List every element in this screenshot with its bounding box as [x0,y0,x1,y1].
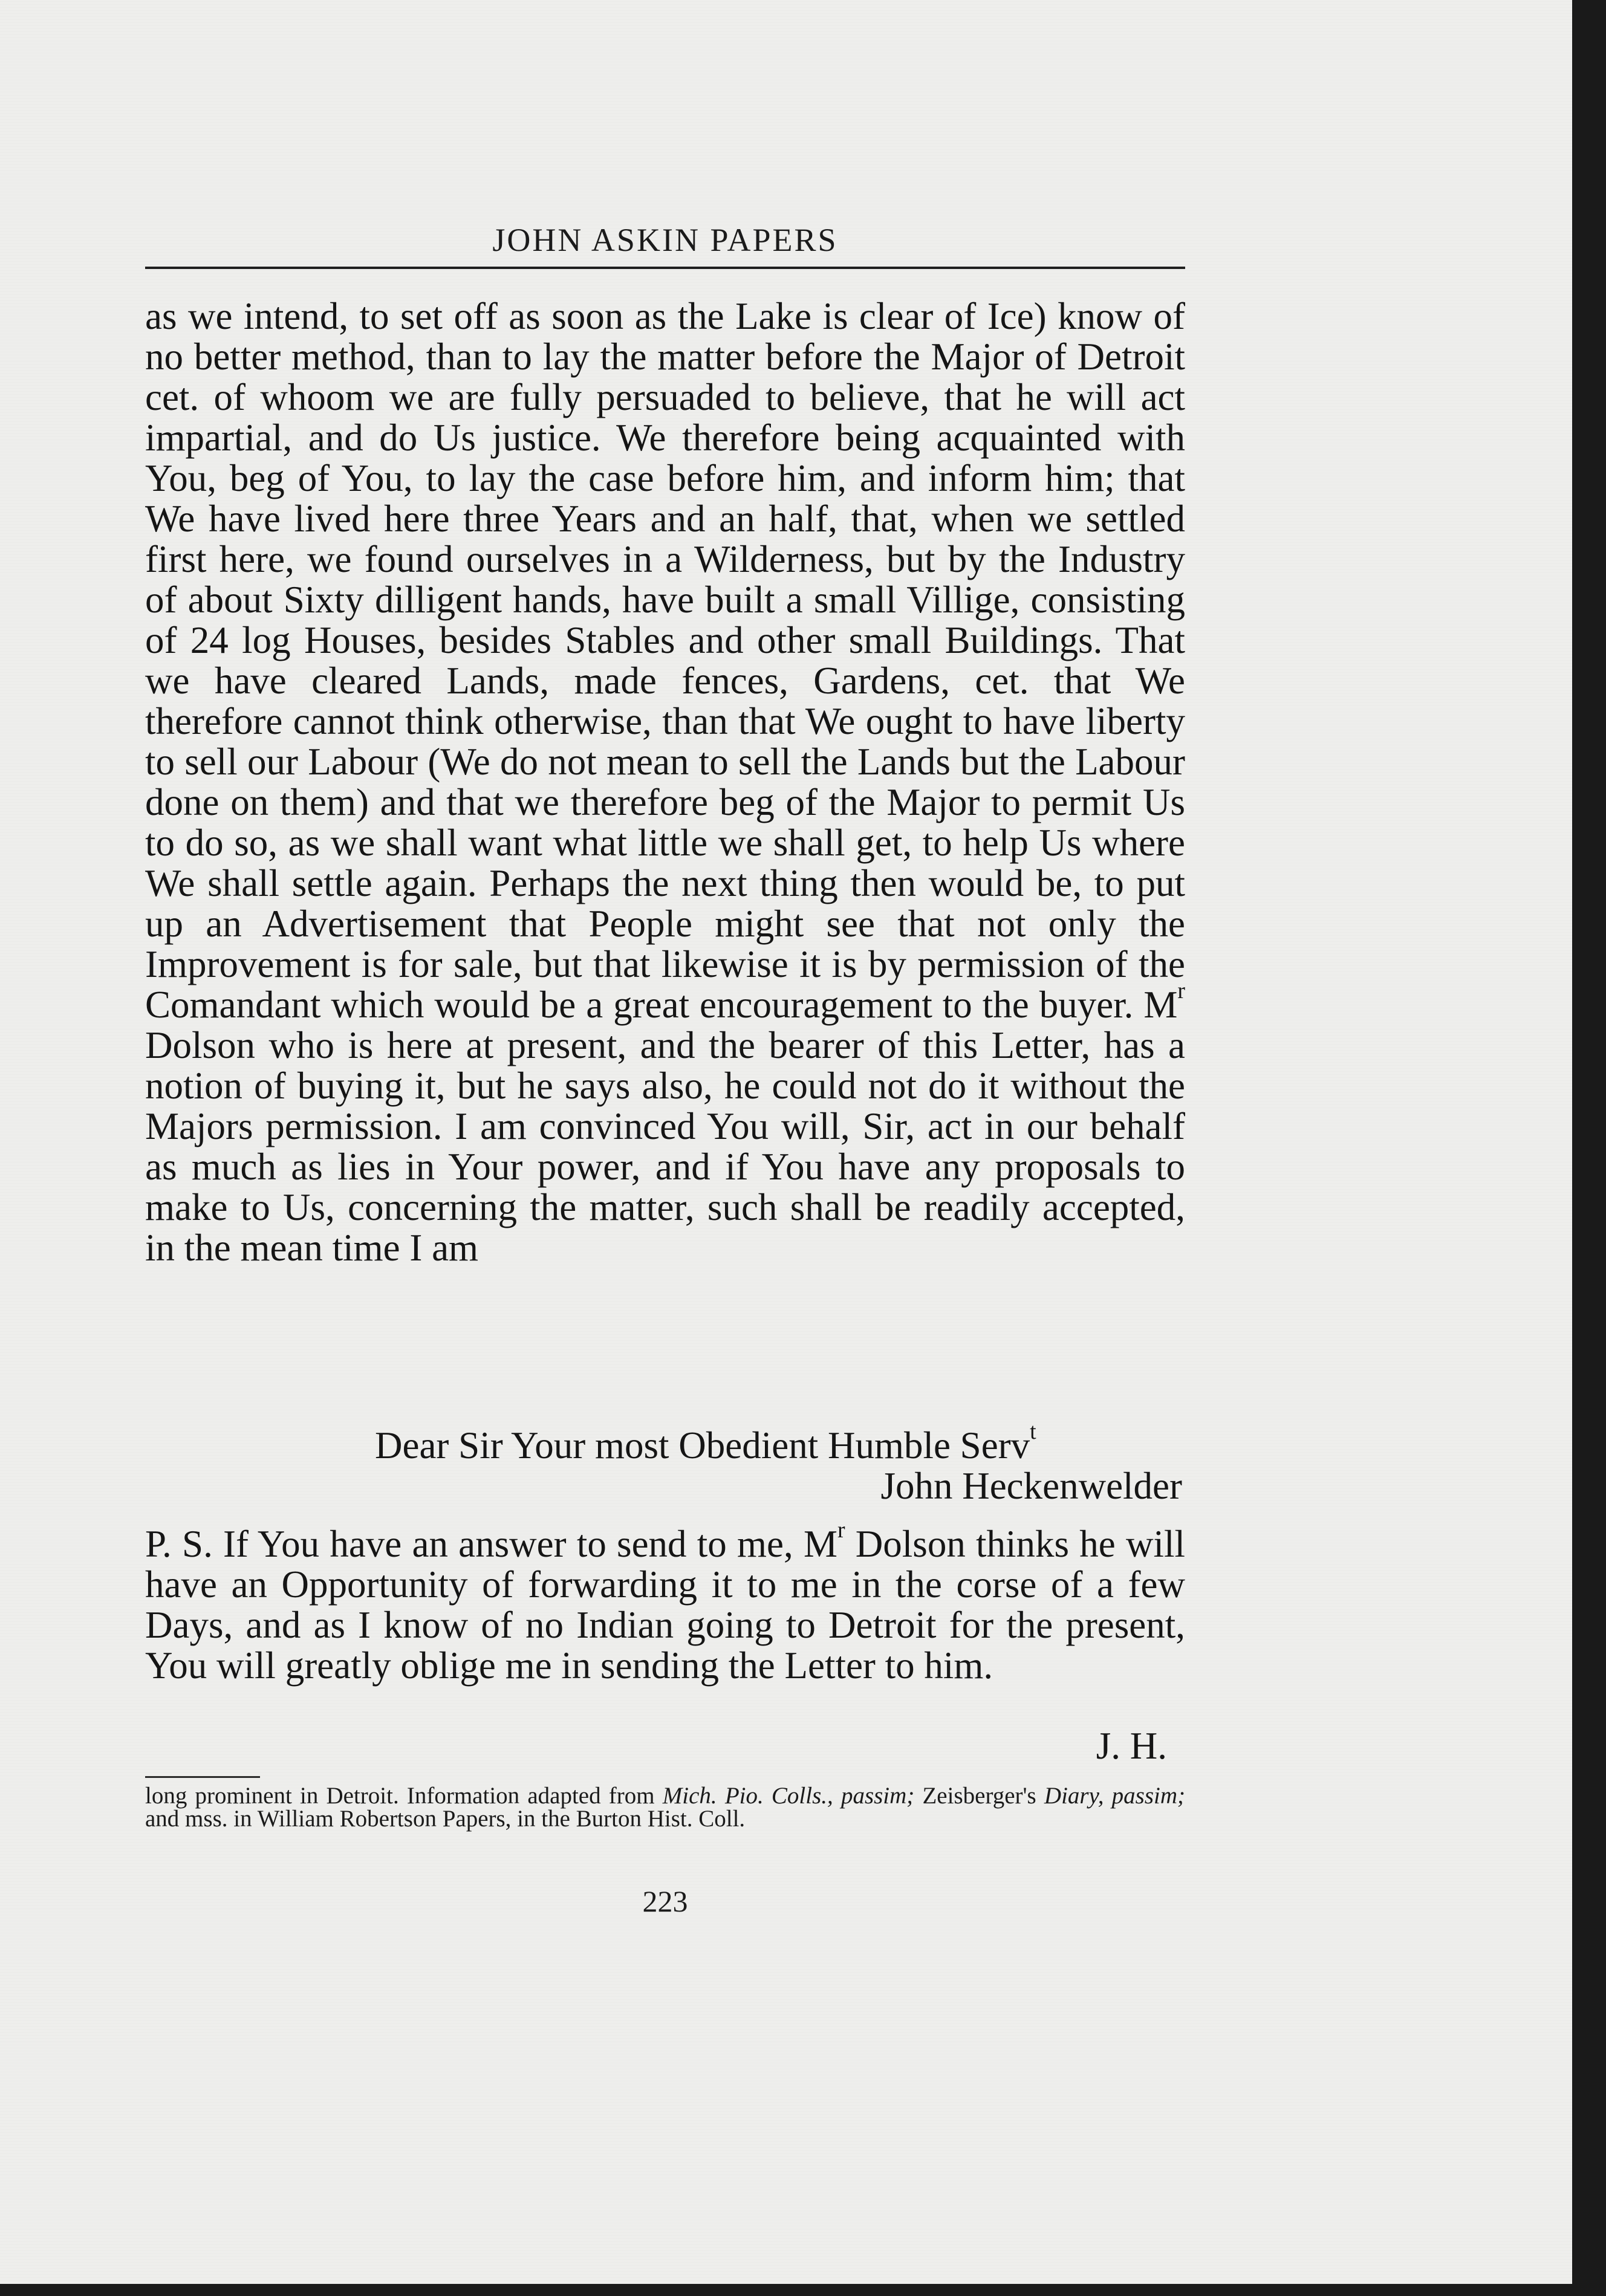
header-rule [145,267,1185,269]
footnote-part1: long prominent in Detroit. Information adapted from [145,1783,663,1809]
postscript-lead: P. S. If You have an answer to send to me, M [145,1523,837,1565]
closing-salutation [145,1418,1185,1467]
footnote-part2: Zeisberger's [914,1783,1044,1809]
salutation-text: Dear Sir Your most Obedient Humble Serv [375,1424,1030,1467]
footnote-rule [145,1776,260,1778]
honorific-m: M [1143,984,1178,1026]
page-number: 223 [642,1884,688,1918]
letter-paragraph-continuation: Dolson who is here at present, and the bearer of this Letter, has a notion of buying it, but he says also, he could not do it without the Majors permission. I am convinced You will, Sir, act in our behalf as much as lies in Your power, and if You have any proposals to make to Us, concerning the matter, such shall be readily accepted, in the mean time I am [145,1024,1185,1269]
letter-paragraph-text: as we intend, to set off as soon as the Lake is clear of Ice) know of no better method, than to lay the matter before the Major of Detroit cet. of whoom we are fully persuaded to believe, that he will act impartial, and do Us justice. We therefore being acquainted with You, beg of You, to lay the case before him, and inform him; that We have lived here three Years and an half, that, when we settled first here, we found ourselves in a Wilderness, but by the Industry of about Sixty dilligent hands, have built a small Villige, consisting of 24 log Houses, besides Stables and other small Buildings. That we have cleared Lands, made fences, Gardens, cet. that We therefore cannot think otherwise, than that We ought to have liberty to sell our Labour (We do not mean to sell the Lands but the Labour done on them) and that we therefore beg of the Major to permit Us to do so, as we shall want what little we shall get, to help Us where We shall settle again. Perhaps the next thing then would be, to put up an Advertisement that People might see that not only the Improvement is for sale, but that likewise it is by permission of the Comandant which would be a great encouragement to the buyer. [145,295,1185,1026]
signature: John Heckenwelder [880,1465,1182,1507]
letter-closing [145,1418,1185,1507]
letter-body [145,296,1185,1268]
letter-paragraph [145,296,1185,1268]
salutation-superscript: t [1030,1418,1036,1444]
postscript-initials: J. H. [1096,1725,1167,1767]
footnote [145,1785,1185,1831]
honorific-superscript: r [1177,978,1186,1004]
postscript [145,1517,1185,1687]
footnote-italic2: Diary, passim; [1044,1783,1186,1809]
footnote-italic1: Mich. Pio. Colls., passim; [662,1783,915,1809]
postscript-superscript: r [837,1517,845,1543]
running-head: JOHN ASKIN PAPERS [492,222,838,258]
postscript-text: Dolson thinks he will have an Opportunity of forwarding it to me in the corse of a few Days, and as I know of no Indian going to Detroit for the present, You will greatly oblige me in sending the Letter to him. [145,1523,1185,1687]
footnote-part3: and mss. in William Robertson Papers, in the Burton Hist. Coll. [145,1806,746,1832]
